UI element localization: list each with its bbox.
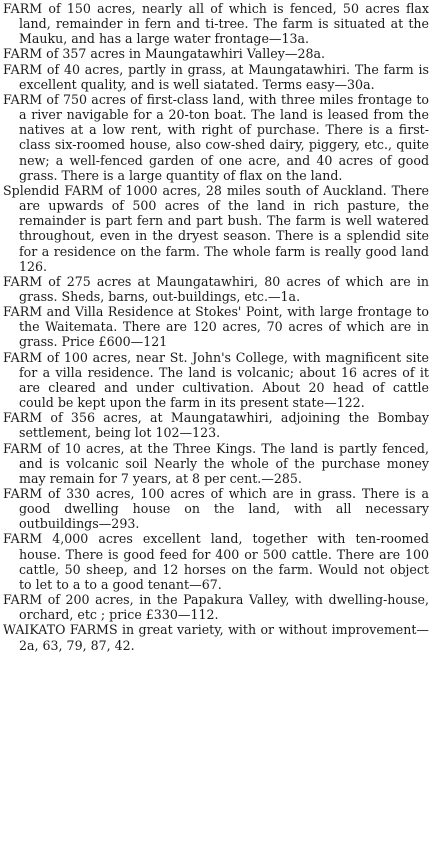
newspaper-column xyxy=(3,1,429,653)
listing-farm-100-acres-st-johns: FARM of 100 acres, near St. John's College, with magnificent site for a villa residence. The land is volcanic; about 16 acres of it are cleared and under cultivation. About 20 head of cattle could be kept upon the farm in its present state—122. xyxy=(3,349,429,411)
listing-farm-villa-stokes-point: FARM and Villa Residence at Stokes' Point, with large frontage to the Waitemata. There are 120 acres, 70 acres of which are in grass. Price £600—121 xyxy=(3,304,429,350)
listing-farm-150-acres-mauku: FARM of 150 acres, nearly all of which is fenced, 50 acres flax land, remainder in fern and ti-tree. The farm is situated at the Mauku, and has a large water frontage—13a. xyxy=(3,1,429,47)
listing-farm-10-acres-three-kings: FARM of 10 acres, at the Three Kings. The land is partly fenced, and is volcanic soil Nearly the whole of the purchase money may remain for 7 years, at 8 per cent.—285. xyxy=(3,440,429,486)
listing-splendid-farm-1000-acres: Splendid FARM of 1000 acres, 28 miles south of Auckland. There are upwards of 500 acres of the land in rich pasture, the remainder is part fern and part bush. The farm is well watered throughout, even in the dryest season. There is a splendid site for a residence on the farm. The whole farm is really good land 126. xyxy=(3,182,429,274)
listing-waikato-farms: WAIKATO FARMS in great variety, with or without improvement—2a, 63, 79, 87, 42. xyxy=(3,622,429,653)
listing-farm-750-acres: FARM of 750 acres of first-class land, with three miles frontage to a river navigable for a 20-ton boat. The land is leased from the natives at a low rent, with right of purchase. There is a first-class six-roomed house, also cow-shed dairy, piggery, etc., quite new; a well-fenced garden of one acre, and 40 acres of good grass. There is a large quantity of flax on the land. xyxy=(3,91,429,183)
listing-farm-4000-acres: FARM 4,000 acres excellent land, together with ten-roomed house. There is good feed for 400 or 500 cattle. There are 100 cattle, 50 sheep, and 12 horses on the farm. Would not object to let to a to a good tenant—67. xyxy=(3,531,429,592)
listing-farm-357-acres: FARM of 357 acres in Maungatawhiri Valley—28a. xyxy=(3,46,325,62)
listing-farm-330-acres: FARM of 330 acres, 100 acres of which are in grass. There is a good dwelling house on the land, with all necessary outbuildings—293. xyxy=(3,486,429,532)
listing-farm-200-acres-papakura: FARM of 200 acres, in the Papakura Valley, with dwelling-house, orchard, etc ; price £330—112. xyxy=(3,592,429,623)
listing-farm-356-acres: FARM of 356 acres, at Maungatawhiri, adjoining the Bombay settlement, being lot 102—123. xyxy=(3,410,429,441)
listing-farm-40-acres: FARM of 40 acres, partly in grass, at Maungatawhiri. The farm is excellent quality, and is well siatated. Terms easy—30a. xyxy=(3,61,429,92)
listing-farm-275-acres: FARM of 275 acres at Maungatawhiri, 80 acres of which are in grass. Sheds, barns, out-buildings, etc.—1a. xyxy=(3,273,429,304)
